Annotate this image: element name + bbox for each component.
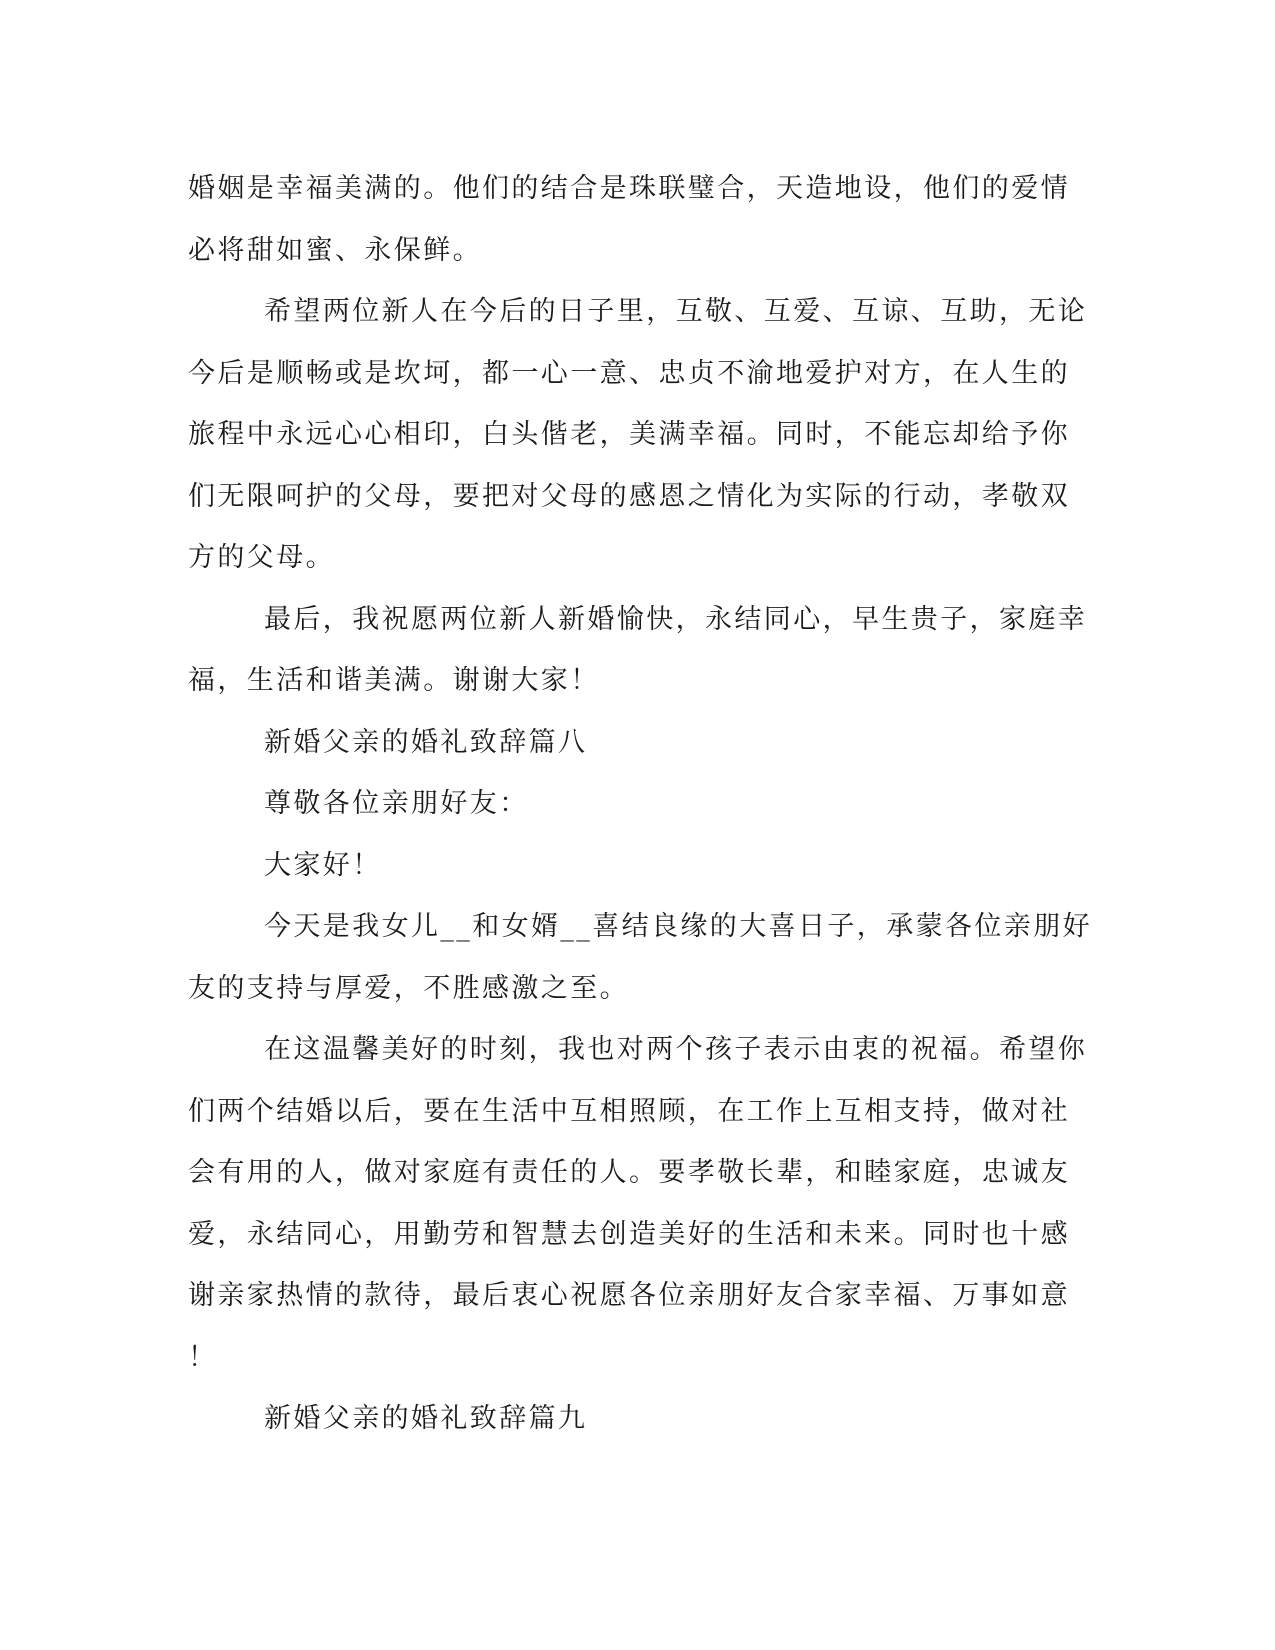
- text-line: 谢亲家热情的款待，最后衷心祝愿各位亲朋好友合家幸福、万事如意: [188, 1280, 1070, 1311]
- section-heading: 新婚父亲的婚礼致辞篇九: [264, 1403, 588, 1434]
- text-line: 婚姻是幸福美满的。他们的结合是珠联璧合，天造地设，他们的爱情: [188, 173, 1070, 204]
- paragraph-start-line: 在这温馨美好的时刻，我也对两个孩子表示由衷的祝福。希望你: [264, 1034, 1088, 1065]
- section-heading: 新婚父亲的婚礼致辞篇八: [264, 726, 588, 758]
- text-line: 们两个结婚以后，要在生活中互相照顾，在工作上互相支持，做对社: [188, 1095, 1070, 1127]
- text-line: 必将甜如蜜、永保鲜。: [188, 234, 482, 266]
- text-line: 爱，永结同心，用勤劳和智慧去创造美好的生活和未来。同时也十感: [188, 1218, 1070, 1250]
- text-line: 今后是顺畅或是坎坷，都一心一意、忠贞不渝地爱护对方，在人生的: [188, 357, 1070, 389]
- text-line: ！: [188, 1341, 218, 1373]
- paragraph-start-line: 今天是我女儿__和女婿__喜结良缘的大喜日子，承蒙各位亲朋好: [264, 911, 1092, 942]
- text-line: 会有用的人，做对家庭有责任的人。要孝敬长辈，和睦家庭，忠诚友: [188, 1157, 1070, 1188]
- paragraph-start-line: 希望两位新人在今后的日子里，互敬、互爱、互谅、互助，无论: [264, 296, 1088, 327]
- text-line: 方的父母。: [188, 542, 335, 573]
- text-line: 们无限呵护的父母，要把对父母的感恩之情化为实际的行动，孝敬双: [188, 480, 1070, 512]
- text-line: 旅程中永远心心相印，白头偕老，美满幸福。同时，不能忘却给予你: [188, 419, 1070, 450]
- text-line: 友的支持与厚爱，不胜感激之至。: [188, 972, 629, 1004]
- paragraph-start-line: 最后，我祝愿两位新人新婚愉快，永结同心，早生贵子，家庭幸: [264, 603, 1088, 635]
- document-page: [188, 158, 1092, 1450]
- text-line: 福，生活和谐美满。谢谢大家！: [188, 665, 600, 696]
- greeting: 大家好！: [264, 849, 382, 881]
- salutation: 尊敬各位亲朋好友：: [264, 788, 529, 819]
